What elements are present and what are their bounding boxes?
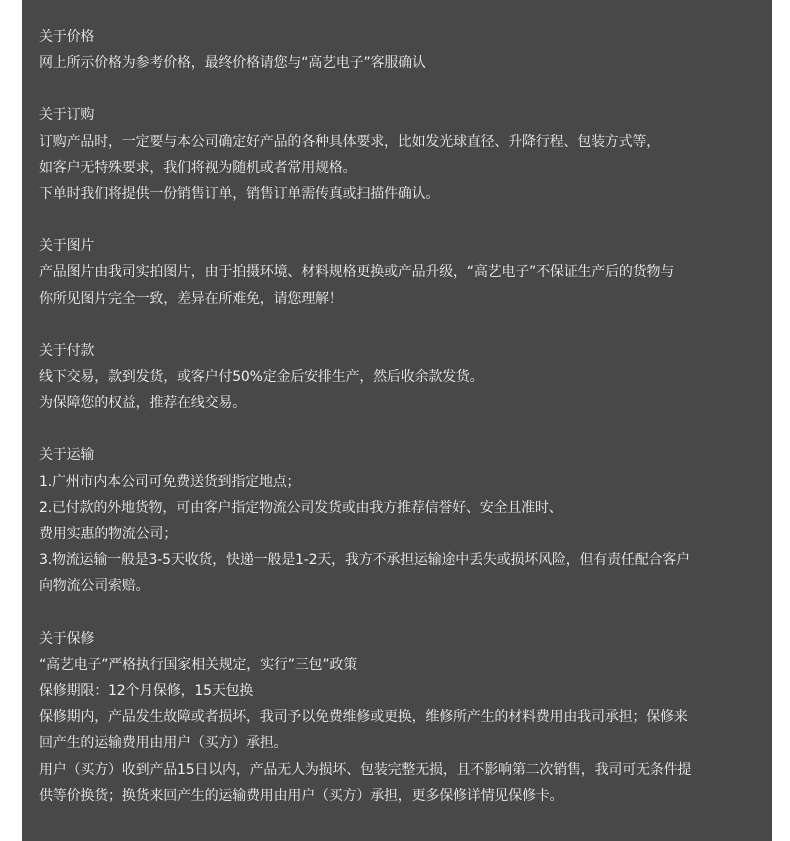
section-ordering (39, 102, 767, 207)
section-line: “高艺电子”严格执行国家相关规定，实行”三包”政策 (39, 656, 358, 673)
section-title: 关于运输 (39, 447, 95, 464)
section-line: 回产生的运输费用由用户（买方）承担。 (39, 735, 288, 752)
section-line: 线下交易，款到发货，或客户付50%定金后安排生产，然后收余款发货。 (39, 369, 484, 386)
section-line: 保修期限：12个月保修，15天包换 (39, 683, 254, 700)
section-line: 网上所示价格为参考价格，最终价格请您与“高艺电子”客服确认 (39, 55, 426, 72)
section-line: 保修期内，产品发生故障或者损坏，我司予以免费维修或更换，维修所产生的材料费用由我司承担；保修来 (39, 709, 688, 726)
section-line: 下单时我们将提供一份销售订单，销售订单需传真或扫描件确认。 (39, 186, 440, 203)
section-line: 为保障您的权益，推荐在线交易。 (39, 395, 246, 412)
section-shipping (39, 442, 767, 599)
section-price (39, 24, 767, 76)
section-line: 向物流公司索赔。 (39, 578, 150, 595)
section-line: 费用实惠的物流公司； (39, 526, 177, 543)
section-title: 关于付款 (39, 342, 95, 359)
section-line: 产品图片由我司实拍图片，由于拍摄环境、材料规格更换或产品升级，“高艺电子”不保证生产后的货物与 (39, 264, 675, 281)
section-line: 3.物流运输一般是3-5天收货，快递一般是1-2天，我方不承担运输途中丢失或损坏风险，但有责任配合客户 (39, 552, 690, 569)
policy-sections (39, 24, 767, 835)
section-line: 用户（买方）收到产品15日以内，产品无人为损坏、包装完整无损，且不影响第二次销售，我司可无条件提 (39, 761, 692, 778)
section-payment (39, 338, 767, 417)
section-title: 关于图片 (39, 238, 95, 255)
section-images (39, 233, 767, 312)
section-line: 你所见图片完全一致，差异在所难免，请您理解！ (39, 290, 343, 307)
section-title: 关于订购 (39, 107, 95, 124)
section-title: 关于价格 (39, 29, 95, 45)
section-line: 2.已付款的外地货物，可由客户指定物流公司发货或由我方推荐信誉好、安全且准时、 (39, 499, 563, 516)
section-line: 供等价换货；换货来回产生的运输费用由用户（买方）承担，更多保修详情见保修卡。 (39, 787, 564, 804)
section-title: 关于保修 (39, 630, 95, 647)
section-line: 订购产品时，一定要与本公司确定好产品的各种具体要求，比如发光球直径、升降行程、包装方式等， (39, 133, 660, 150)
section-warranty (39, 626, 767, 809)
section-line: 如客户无特殊要求，我们将视为随机或者常用规格。 (39, 159, 357, 176)
policy-panel (22, 0, 772, 841)
section-line: 1.广州市内本公司可免费送货到指定地点； (39, 473, 301, 490)
